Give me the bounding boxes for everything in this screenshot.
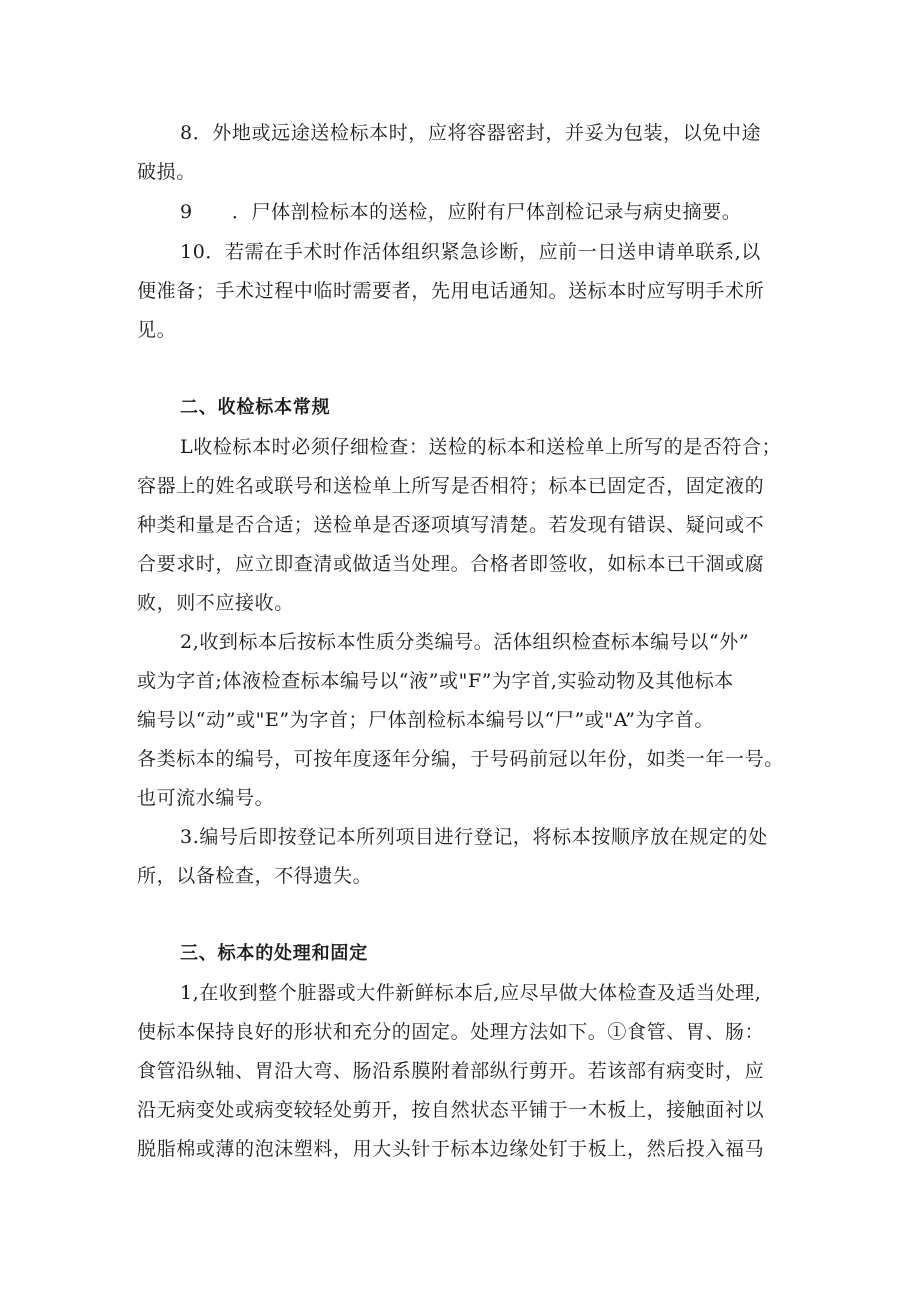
section-2-p3-line-1: 3.编号后即按登记本所列项目进行登记，将标本按顺序放在规定的处 xyxy=(180,826,768,848)
section-2-p3-line-2: 所，以备检查，不得遗失。 xyxy=(137,865,373,887)
section-3-p1-line-5: 脱脂棉或薄的泡沫塑料，用大头针于标本边缘处钉于板上，然后投入福马 xyxy=(137,1138,765,1160)
section-3-p1-line-1: 1,在收到整个脏器或大件新鲜标本后,应尽早做大体检查及适当处理, xyxy=(180,982,762,1004)
section-2-p1-line-3: 种类和量是否合适；送检单是否逐项填写清楚。若发现有错误、疑问或不 xyxy=(137,514,765,536)
section-3-heading: 三、标本的处理和固定 xyxy=(180,943,368,964)
item-9-line-1: 9 ．尸体剖检标本的送检，应附有尸体剖检记录与病史摘要。 xyxy=(180,201,742,223)
item-8-line-1: 8．外地或远途送检标本时，应将容器密封，并妥为包装，以免中途 xyxy=(180,122,762,144)
section-2-p2-line-2: 或为字首;体液检查标本编号以“液”或"F”为字首,实验动物及其他标本 xyxy=(137,670,734,692)
section-3-p1-line-3: 食管沿纵轴、胃沿大弯、肠沿系膜附着部纵行剪开。若该部有病变时，应 xyxy=(137,1060,765,1082)
section-2-p2-line-1: 2,收到标本后按标本性质分类编号。活体组织检查标本编号以“外” xyxy=(180,631,750,653)
section-2-p2-line-5: 也可流水编号。 xyxy=(137,787,275,809)
section-2-p1-line-4: 合要求时，应立即查清或做适当处理。合格者即签收，如标本已干涸或腐 xyxy=(137,553,765,575)
item-10-line-1: 10．若需在手术时作活体组织紧急诊断，应前一日送申请单联系,以 xyxy=(180,241,761,263)
item-10-line-2: 便准备；手术过程中临时需要者，先用电话通知。送标本时应写明手术所 xyxy=(137,280,765,302)
section-2-p2-line-4: 各类标本的编号，可按年度逐年分编，于号码前冠以年份，如类一年一号。 xyxy=(137,748,784,770)
item-8-line-2: 破损。 xyxy=(137,161,196,183)
item-10-line-3: 见。 xyxy=(137,319,177,341)
section-2-heading: 二、收检标本常规 xyxy=(180,397,331,418)
section-2-p1-line-2: 容器上的姓名或联号和送检单上所写是否相符；标本已固定否，固定液的 xyxy=(137,475,765,497)
section-3-p1-line-2: 使标本保持良好的形状和充分的固定。处理方法如下。①食管、胃、肠： xyxy=(137,1021,765,1043)
section-2-p1-line-1: L收检标本时必须仔细检查：送检的标本和送检单上所写的是否符合； xyxy=(180,436,782,458)
section-3-p1-line-4: 沿无病变处或病变较轻处剪开，按自然状态平铺于一木板上，接触面衬以 xyxy=(137,1099,765,1121)
section-2-p2-line-3: 编号以“动”或"E”为字首；尸体剖检标本编号以“尸”或"A”为字首。 xyxy=(137,709,714,731)
section-2-p1-line-5: 败，则不应接收。 xyxy=(137,592,294,614)
